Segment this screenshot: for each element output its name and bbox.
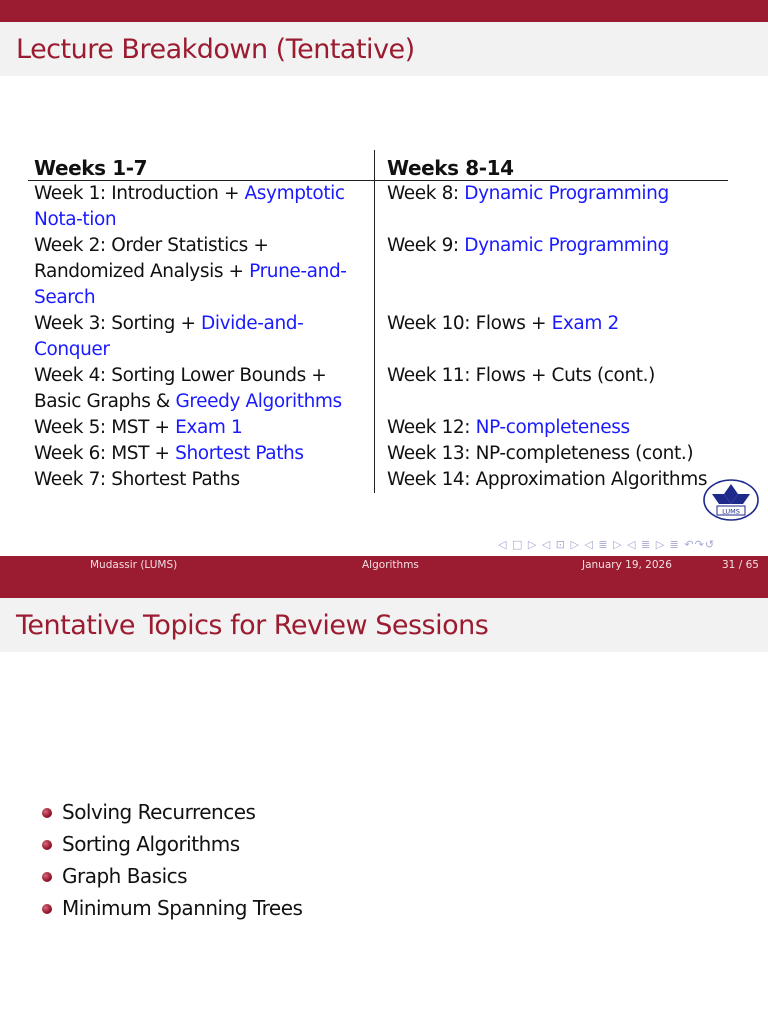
week-cell-first-half — [28, 363, 375, 415]
footer-page-number: 31 / 65 — [722, 559, 759, 571]
lecture-table — [28, 150, 728, 493]
topic-link[interactable]: Greedy Algorithms — [175, 391, 342, 412]
list-item — [38, 828, 302, 860]
bullet-icon — [42, 904, 52, 914]
table-row — [28, 441, 728, 467]
week-cell-first-half — [28, 467, 375, 493]
list-item — [38, 860, 302, 892]
list-item-text: Graph Basics — [62, 864, 188, 888]
week-text: Week 7: Shortest Paths — [34, 469, 240, 490]
list-item-text: Solving Recurrences — [62, 800, 256, 824]
week-cell-second-half — [375, 311, 729, 363]
slide-title: Lecture Breakdown (Tentative) — [16, 34, 415, 65]
topic-link[interactable]: Prune-and-Search — [34, 261, 347, 308]
topic-link[interactable]: Shortest Paths — [175, 443, 304, 464]
review-topics-list — [38, 796, 302, 924]
beamer-navigation-icons[interactable]: ◁ □ ▷ ◁ ⊡ ▷ ◁ ≣ ▷ ◁ ≣ ▷ ≣ ↶↷↺ — [498, 538, 716, 551]
topic-link[interactable]: Asymptotic Nota-tion — [34, 183, 345, 230]
week-cell-second-half — [375, 181, 729, 234]
week-cell-first-half — [28, 181, 375, 234]
bullet-icon — [42, 872, 52, 882]
list-item — [38, 892, 302, 924]
table-row — [28, 181, 728, 234]
week-text: Week 11: Flows + Cuts (cont.) — [387, 365, 655, 386]
week-cell-first-half — [28, 311, 375, 363]
list-item-text: Sorting Algorithms — [62, 832, 240, 856]
week-text: Week 10: Flows + — [387, 313, 552, 334]
table-row — [28, 415, 728, 441]
week-cell-second-half — [375, 363, 729, 415]
week-cell-first-half — [28, 415, 375, 441]
week-cell-first-half — [28, 233, 375, 311]
week-text: Week 13: NP-completeness (cont.) — [387, 443, 694, 464]
column-header-weeks-8-14: Weeks 8-14 — [375, 150, 729, 181]
week-cell-second-half — [375, 415, 729, 441]
top-bar — [0, 0, 768, 22]
week-text: Week 4: Sorting Lower Bounds + Basic Graphs & — [34, 365, 327, 412]
footer-course: Algorithms — [362, 559, 419, 571]
week-text: Week 6: MST + — [34, 443, 176, 464]
topic-link[interactable]: Divide-and-Conquer — [34, 313, 304, 360]
table-row — [28, 467, 728, 493]
table-body — [28, 181, 728, 494]
week-text: Week 14: Approximation Algorithms — [387, 469, 708, 490]
logo-text: LUMS — [722, 507, 740, 516]
week-text: Week 9: — [387, 235, 465, 256]
week-text: Week 5: MST + — [34, 417, 176, 438]
list-item-text: Minimum Spanning Trees — [62, 896, 303, 920]
footer-date: January 19, 2026 — [582, 559, 672, 571]
week-text: Week 8: — [387, 183, 465, 204]
table-row — [28, 363, 728, 415]
slide-title: Tentative Topics for Review Sessions — [16, 610, 489, 641]
week-cell-second-half — [375, 441, 729, 467]
topic-link[interactable]: Dynamic Programming — [464, 235, 669, 256]
week-text: Week 12: — [387, 417, 476, 438]
week-text: Week 3: Sorting + — [34, 313, 202, 334]
bullet-icon — [42, 808, 52, 818]
table-header-row — [28, 150, 728, 181]
topic-link[interactable]: Exam 2 — [551, 313, 619, 334]
week-text: Week 2: Order Statistics + Randomized Analysis + — [34, 235, 269, 282]
week-cell-second-half — [375, 233, 729, 311]
column-header-weeks-1-7: Weeks 1-7 — [28, 150, 375, 181]
week-cell-second-half — [375, 467, 729, 493]
week-cell-first-half — [28, 441, 375, 467]
topic-link[interactable]: Exam 1 — [175, 417, 243, 438]
lums-logo-icon — [702, 478, 760, 524]
table-row — [28, 233, 728, 311]
bullet-icon — [42, 840, 52, 850]
table-row — [28, 311, 728, 363]
week-text: Week 1: Introduction + — [34, 183, 245, 204]
list-item — [38, 796, 302, 828]
topic-link[interactable]: NP-completeness — [475, 417, 630, 438]
footer-author: Mudassir (LUMS) — [90, 559, 178, 571]
topic-link[interactable]: Dynamic Programming — [464, 183, 669, 204]
